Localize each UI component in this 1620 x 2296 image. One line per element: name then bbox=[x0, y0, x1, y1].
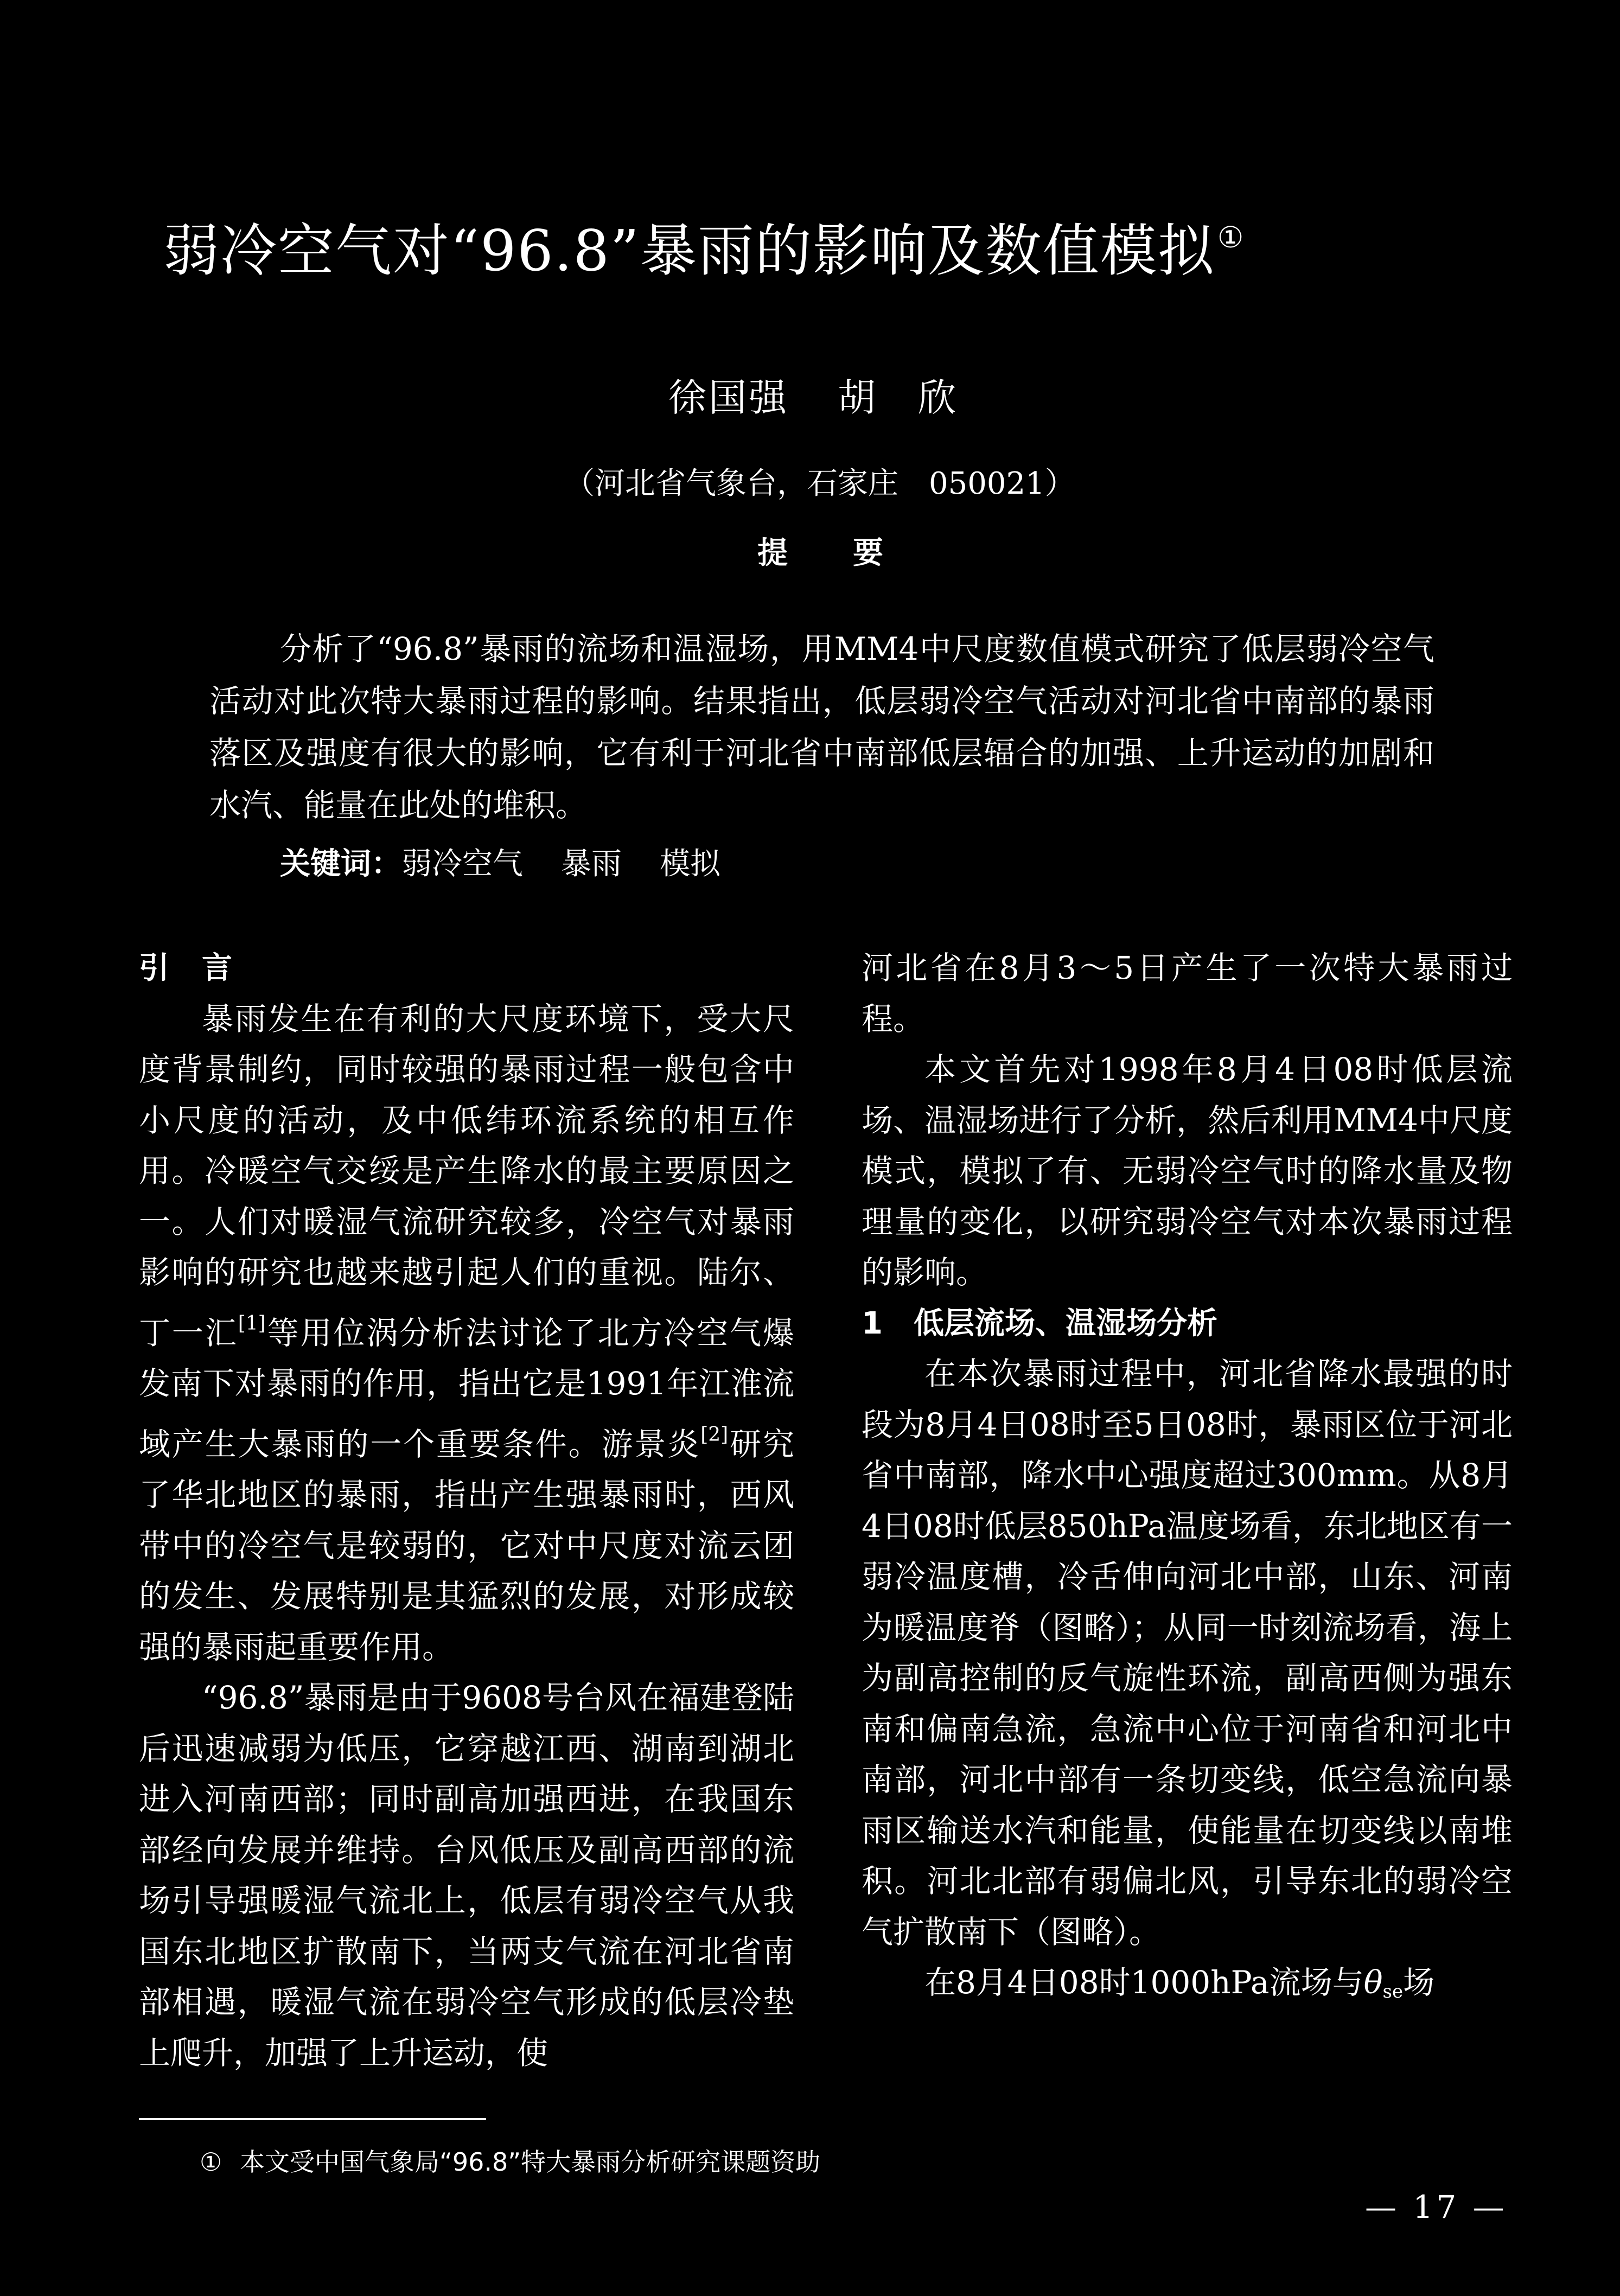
author-name: 胡 欣 bbox=[838, 375, 958, 420]
author-list bbox=[668, 373, 958, 422]
citation-ref: [1] bbox=[238, 1312, 266, 1335]
intro-paragraph-3: 本文首先对1998年8月4日08时低层流场、温湿场进行了分析，然后利用MM4中尺度模式，模拟了有、无弱冷空气时的降水量及物理量的变化，以研究弱冷空气对本次暴雨过程的影响。 bbox=[862, 1051, 1513, 1291]
theta-se-symbol: $\theta_{se}$ bbox=[1363, 1964, 1404, 2002]
keywords bbox=[280, 840, 720, 889]
paper-title-text: 弱冷空气对“96.8”暴雨的影响及数值模拟 bbox=[163, 218, 1215, 284]
abstract-heading: 提要 bbox=[757, 535, 948, 571]
section-1-heading bbox=[862, 1298, 1513, 1349]
footnote-marker: ① bbox=[200, 2147, 222, 2177]
page-number: — 17 — bbox=[1365, 2189, 1508, 2225]
author-name: 徐国强 bbox=[668, 375, 789, 420]
intro-paragraph-2: “96.8”暴雨是由于9608号台风在福建登陆后迅速减弱为低压，它穿越江西、湖南到湖北进入河南西部；同时副高加强西进，在我国东部经向发展并维持。台风低压及副高西部的流场引导强暖湿气流北上，低层有弱冷空气从我国东北地区扩散南下，当两支气流在河北省南部相遇，暖湿气流在弱冷空气形成的低层冷垫上爬升，加强了上升运动，使 bbox=[139, 1679, 794, 2071]
intro-paragraph-2-continued: 河北省在8月3～5日产生了一次特大暴雨过程。 bbox=[862, 949, 1513, 1037]
section-title: 低层流场、温湿场分析 bbox=[914, 1305, 1217, 1341]
citation-ref: [2] bbox=[700, 1423, 729, 1446]
intro-paragraph: 暴雨发生在有利的大尺度环境下，受大尺度背景制约，同时较强的暴雨过程一般包含中小尺度的活动，及中低纬环流系统的相互作用。冷暖空气交绥是产生降水的最主要原因之一。人们对暖湿气流研究较多，冷空气对暴雨影响的研究也越来越引起人们的重视。陆尔、丁一汇[1]等用位涡分析法讨论了北方冷空气爆发南下对暴雨的作用，指出它是1991年江淮流域产生大暴雨的一个重要条件。游景炎[2]研究了华北地区的暴雨，指出产生强暴雨时，西风带中的冷空气是较弱的，它对中尺度对流云团的发生、发展特别是其猛烈的发展，对形成较强的暴雨起重要作用。 bbox=[139, 1000, 794, 1666]
keyword: 模拟 bbox=[660, 846, 720, 882]
footnote-rule bbox=[139, 2118, 486, 2120]
section-number: 1 bbox=[862, 1305, 883, 1341]
intro-heading: 引言 bbox=[139, 951, 265, 986]
keyword: 弱冷空气 bbox=[401, 846, 523, 882]
body-column-left bbox=[139, 943, 794, 2078]
keywords-label: 关键词： bbox=[280, 846, 401, 882]
keyword: 暴雨 bbox=[561, 846, 622, 882]
affiliation: （河北省气象台，石家庄 050021） bbox=[564, 466, 1075, 501]
footnote bbox=[200, 2143, 820, 2181]
footnote-text: 本文受中国气象局“96.8”特大暴雨分析研究课题资助 bbox=[240, 2147, 821, 2177]
body-column-right bbox=[862, 943, 1513, 2018]
abstract-text: 分析了“96.8”暴雨的流场和温湿场，用MM4中尺度数值模式研究了低层弱冷空气活动对此次特大暴雨过程的影响。结果指出，低层弱冷空气活动对河北省中南部的暴雨落区及强度有很大的影响，它有利于河北省中南部低层辐合的加强、上升运动的加剧和水汽、能量在此处的堆积。 bbox=[209, 630, 1434, 824]
title-footnote-marker: ① bbox=[1217, 220, 1245, 254]
paper-title bbox=[163, 200, 1530, 289]
section-1-paragraph: 在本次暴雨过程中，河北省降水最强的时段为8月4日08时至5日08时，暴雨区位于河北省中南部，降水中心强度超过300mm。从8月4日08时低层850hPa温度场看，东北地区有一弱冷温度槽，冷舌伸向河北中部，山东、河南为暖温度脊（图略）；从同一时刻流场看，海上为副高控制的反气旋性环流，副高西侧为强东南和偏南急流，急流中心位于河南省和河北中南部，河北中部有一条切变线，低空急流向暴雨区输送水汽和能量，使能量在切变线以南堆积。河北北部有弱偏北风，引导东北的弱冷空气扩散南下（图略）。 bbox=[862, 1355, 1513, 1950]
section-1-paragraph-2: 在8月4日08时1000hPa流场与$\theta_{se}$场 bbox=[924, 1964, 1435, 2002]
